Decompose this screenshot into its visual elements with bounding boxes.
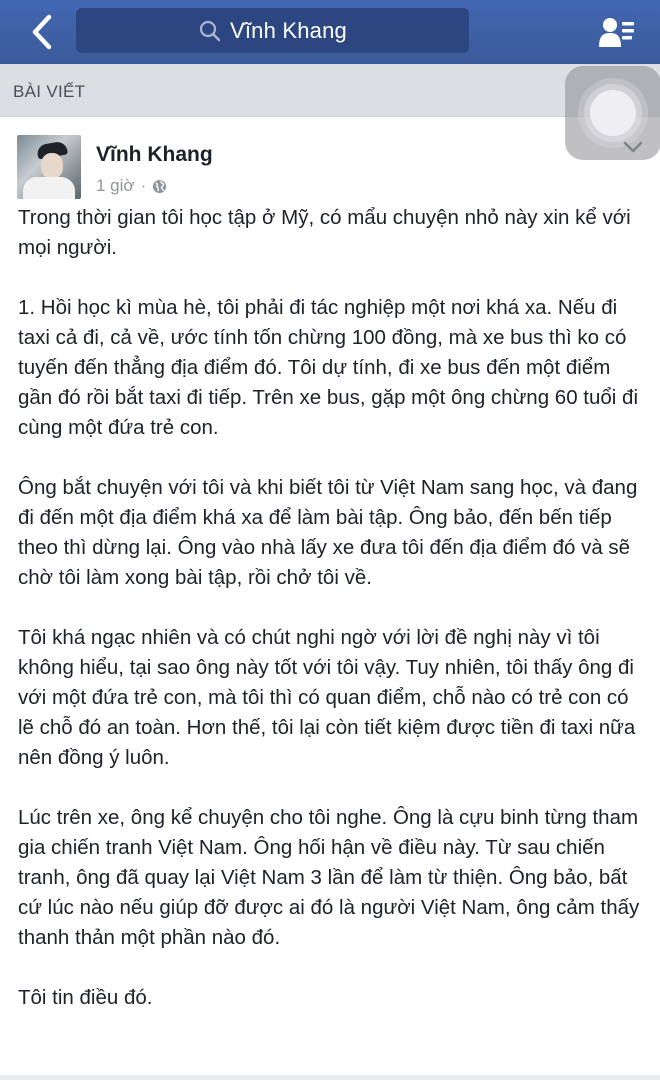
friend-requests-icon xyxy=(599,16,635,48)
assistive-touch-button[interactable] xyxy=(565,66,660,160)
avatar[interactable] xyxy=(17,135,81,199)
section-header xyxy=(0,64,660,117)
friend-requests-button[interactable] xyxy=(592,10,642,54)
top-navigation-bar xyxy=(0,0,660,64)
search-icon xyxy=(198,19,222,43)
post-paragraph: Tôi tin điều đó. xyxy=(18,986,153,1009)
author-name[interactable]: Vĩnh Khang xyxy=(96,143,213,166)
post-body xyxy=(18,203,648,1043)
post-paragraph: Trong thời gian tôi học tập ở Mỹ, có mẩu chuyện nhỏ này xin kể với mọi người. xyxy=(18,206,631,259)
post-paragraph: Tôi khá ngạc nhiên và có chút nghi ngờ với lời đề nghị này vì tôi không hiểu, tại sao ông này tốt với tôi vậy. Tuy nhiên, tôi thấy ông đi với một đứa trẻ con, mà tôi thì có quan điểm, chỗ nào có trẻ con có lẽ chỗ đó an toàn. Hơn thế, tôi lại còn tiết kiệm được tiền đi taxi nữa nên đồng ý luôn. xyxy=(18,626,636,769)
post-paragraph: Lúc trên xe, ông kể chuyện cho tôi nghe. Ông là cựu binh từng tham gia chiến tranh Việt Nam. Ông hối hận về điều này. Từ sau chiến tranh, ông đã quay lại Việt Nam 3 lần để làm từ thiện. Ông bảo, bất cứ lúc nào nếu giúp đỡ được ai đó là người Việt Nam, ông cảm thấy thanh thản một phần nào đó. xyxy=(18,806,640,949)
post-time[interactable]: 1 giờ xyxy=(96,176,135,195)
post-divider xyxy=(0,1075,660,1080)
globe-icon xyxy=(152,179,167,194)
post-meta xyxy=(96,176,167,196)
meta-separator: · xyxy=(140,176,147,195)
chevron-down-icon[interactable] xyxy=(622,140,644,154)
search-input[interactable] xyxy=(76,8,469,53)
post-paragraph: 1. Hồi học kì mùa hè, tôi phải đi tác nghiệp một nơi khá xa. Nếu đi taxi cả đi, cả về, ước tính tốn chừng 100 đồng, mà xe bus thì ko có tuyến đến thẳng địa điểm đó. Tôi dự tính, đi xe bus đến một điểm gần đó rồi bắt taxi đi tiếp. Trên xe bus, gặp một ông chừng 60 tuổi đi cùng một đứa trẻ con. xyxy=(18,296,639,439)
post-paragraph: Ông bắt chuyện với tôi và khi biết tôi từ Việt Nam sang học, và đang đi đến một địa điểm khá xa để làm bài tập. Ông bảo, đến bến tiếp theo thì dừng lại. Ông vào nhà lấy xe đưa tôi đến địa điểm đó và sẽ chờ tôi làm xong bài tập, rồi chở tôi về. xyxy=(18,476,638,589)
back-button[interactable] xyxy=(22,10,62,54)
section-title: BÀI VIẾT xyxy=(13,82,86,101)
search-query: Vĩnh Khang xyxy=(230,17,347,43)
chevron-left-icon xyxy=(31,14,53,50)
